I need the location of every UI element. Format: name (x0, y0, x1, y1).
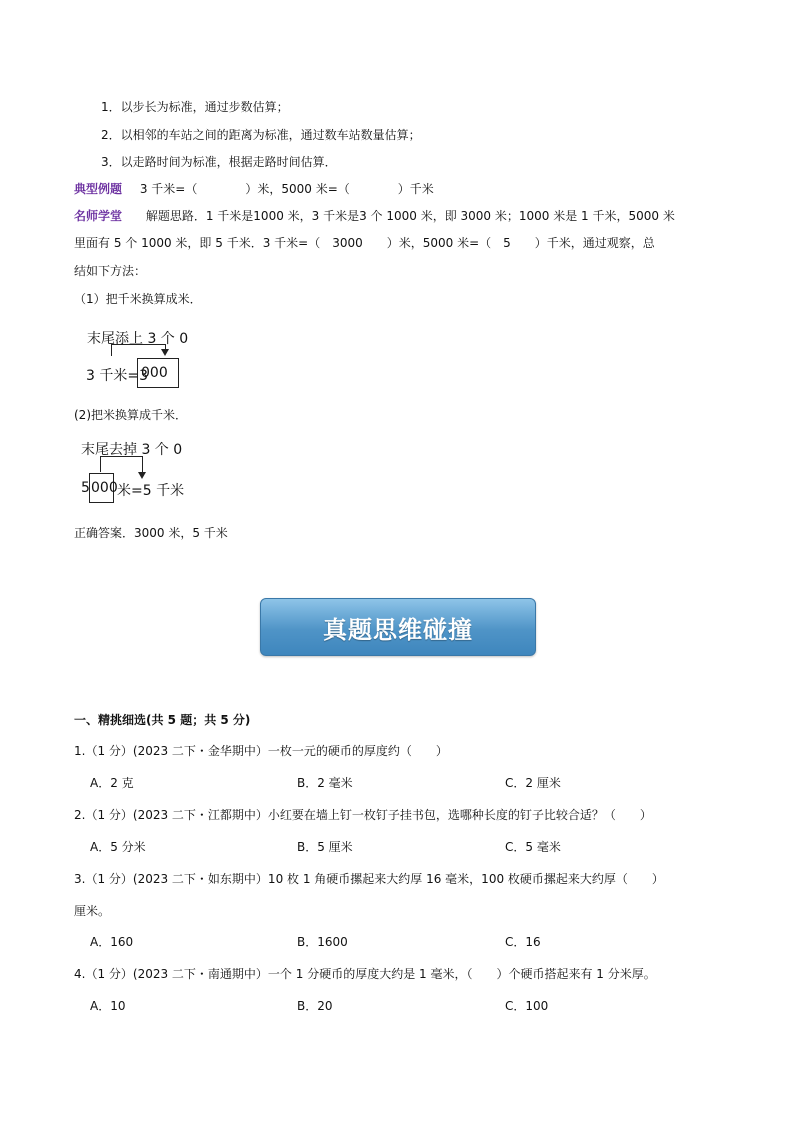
step2-arrow-icon (138, 472, 146, 479)
section-heading: 一、精挑细选(共 5 题；共 5 分) (74, 713, 251, 727)
question-4-option-b: B．20 (297, 999, 333, 1013)
step1-left: 3 千米=3 (86, 368, 148, 384)
method-3: 3．以走路时间为标准，根据走路时间估算． (101, 155, 337, 169)
example-row (74, 180, 434, 197)
question-1-option-a: A．2 克 (90, 776, 134, 790)
question-3-option-b: B．1600 (297, 935, 348, 949)
question-2-option-a: A．5 分米 (90, 840, 146, 854)
question-4-option-c: C．100 (505, 999, 549, 1013)
question-4-stem: 4.（1 分）(2023 二下・南通期中）一个 1 分硬币的厚度大约是 1 毫米，（ ）个硬币搭起来有 1 分米厚。 (74, 967, 656, 981)
teacher-label: 名师学堂 (74, 209, 123, 223)
step1-title: （1）把千米换算成米． (74, 292, 202, 306)
step1-note: 末尾添上 3 个 0 (87, 331, 189, 347)
step2-boxed: 000 (91, 480, 118, 496)
step2-connector-top (100, 456, 142, 457)
question-1-option-c: C．2 厘米 (505, 776, 561, 790)
banner-title: 真题思维碰撞 (323, 614, 473, 644)
question-1-stem: 1.（1 分）(2023 二下・金华期中）一枚一元的硬币的厚度约（ ） (74, 744, 448, 758)
step2-title: (2)把米换算成千米． (74, 408, 187, 422)
example-text: 3 千米=（ ）米，5000 米=（ ）千米 (139, 182, 434, 196)
step1-connector-left (111, 344, 112, 356)
question-2-option-b: B．5 厘米 (297, 840, 353, 854)
section-banner (260, 598, 536, 656)
teacher-line-1: 解题思路．1 千米是1000 米，3 千米是3 个 1000 米，即 3000 米；1000 米是 1 千米，5000 米 (145, 209, 675, 223)
question-3-stem-cont: 厘米。 (74, 904, 111, 918)
teacher-row-1 (74, 207, 675, 224)
step2-connector-left (100, 456, 101, 472)
question-4-option-a: A．10 (90, 999, 126, 1013)
step2-post: 米=5 千米 (117, 483, 185, 499)
teacher-line-3: 结如下方法： (74, 264, 147, 278)
step2-note: 末尾去掉 3 个 0 (81, 442, 183, 458)
step1-arrow-icon (161, 349, 169, 356)
step1-connector-top (111, 344, 165, 345)
teacher-line-2: 里面有 5 个 1000 米，即 5 千米．3 千米=（ 3000 ）米，5000 米=（ 5 ）千米，通过观察，总 (74, 236, 655, 250)
question-3-option-c: C．16 (505, 935, 541, 949)
step2-connector-right (142, 456, 143, 473)
step1-boxed: 000 (141, 365, 168, 381)
example-label: 典型例题 (74, 182, 123, 196)
answer: 正确答案．3000 米，5 千米 (74, 526, 228, 540)
question-1-option-b: B．2 毫米 (297, 776, 353, 790)
question-3-stem: 3.（1 分）(2023 二下・如东期中）10 枚 1 角硬币摞起来大约厚 16 毫米，100 枚硬币摞起来大约厚（ ） (74, 872, 664, 886)
question-3-option-a: A．160 (90, 935, 134, 949)
question-2-stem: 2.（1 分）(2023 二下・江都期中）小红要在墙上钉一枚钉子挂书包，选哪种长度的钉子比较合适？（ ） (74, 808, 652, 822)
method-1: 1．以步长为标准，通过步数估算； (101, 100, 289, 114)
question-2-option-c: C．5 毫米 (505, 840, 561, 854)
method-2: 2．以相邻的车站之间的距离为标准，通过数车站数量估算； (101, 128, 421, 142)
step2-pre: 5 (81, 480, 90, 496)
